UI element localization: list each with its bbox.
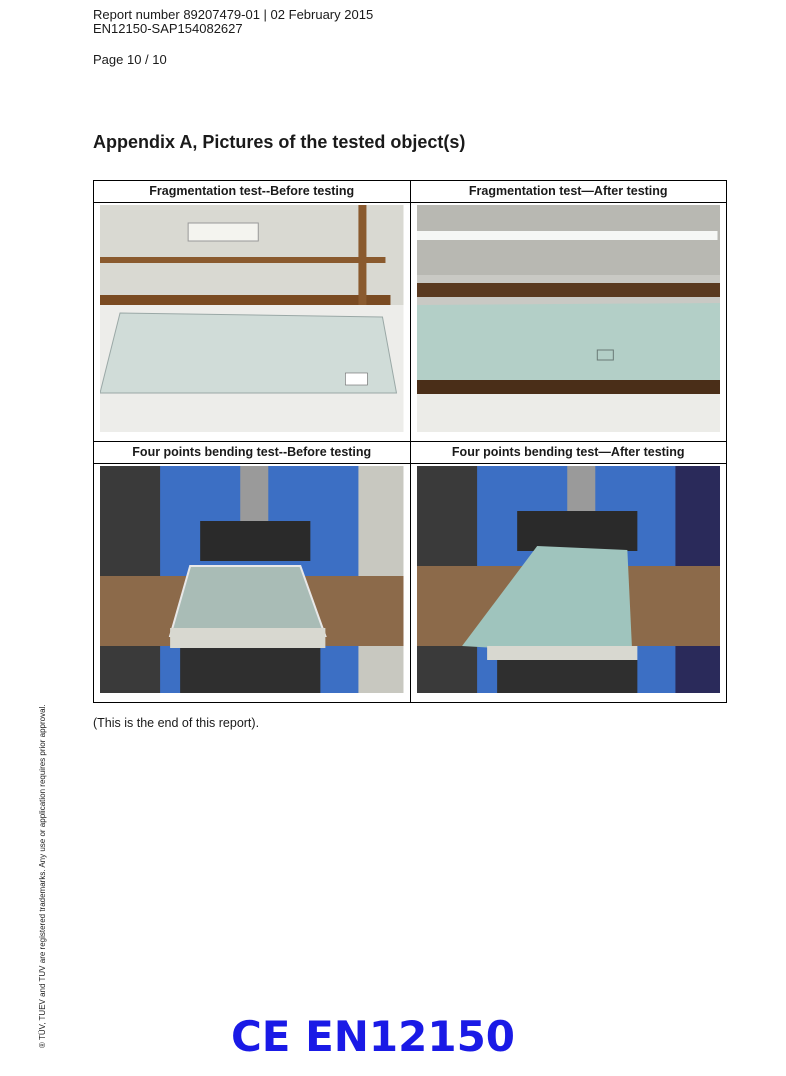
certification-stamp: CE EN12150 (230, 1012, 516, 1061)
appendix-title: Appendix A, Pictures of the tested object(s) (93, 132, 466, 152)
caption-frag-after: Fragmentation test—After testing (410, 181, 727, 203)
page-number: Page 10 / 10 (93, 52, 167, 67)
photo-cell (94, 203, 411, 442)
photo-fragmentation-after (417, 205, 721, 432)
caption-bend-before: Four points bending test--Before testing (94, 442, 411, 464)
caption-bend-after: Four points bending test—After testing (410, 442, 727, 464)
end-note: (This is the end of this report). (93, 716, 260, 730)
photo-cell (410, 203, 727, 442)
photo-table (93, 180, 727, 703)
trademark-notice: ® TÜV, TUEV and TUV are registered trademarks. Any use or application requires prior approval. (38, 704, 47, 1048)
caption-frag-before: Fragmentation test--Before testing (94, 181, 411, 203)
photo-cell (410, 464, 727, 703)
photo-bending-before (100, 466, 404, 693)
standard-reference: EN12150-SAP154082627 (93, 21, 243, 36)
photo-bending-after (417, 466, 721, 693)
report-number: Report number 89207479-01 | 02 February 2015 (93, 7, 374, 22)
photo-fragmentation-before (100, 205, 404, 432)
photo-cell (94, 464, 411, 703)
